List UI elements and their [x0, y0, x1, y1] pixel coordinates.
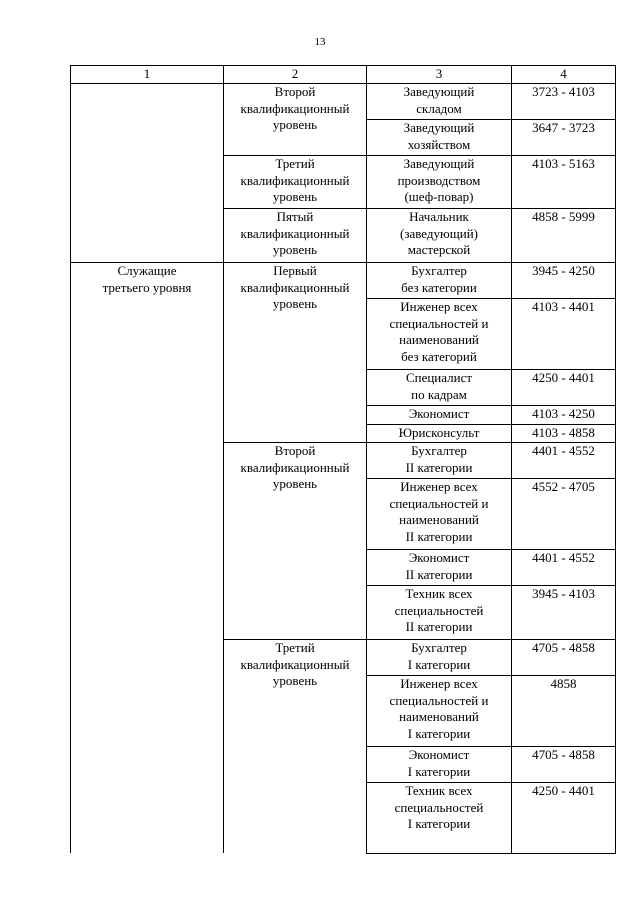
position-title-cell: Техник всех специальностей I категории: [367, 782, 512, 853]
salary-range-cell: 4103 - 5163: [512, 155, 616, 208]
salary-range-cell: 3723 - 4103: [512, 83, 616, 119]
position-title-cell: Техник всех специальностей II категории: [367, 585, 512, 639]
position-title-cell: Инженер всех специальностей и наименований II категории: [367, 478, 512, 549]
position-title-cell: Юрисконсульт: [367, 424, 512, 442]
salary-range-cell: 3945 - 4250: [512, 262, 616, 298]
position-title-cell: Бухгалтер II категории: [367, 442, 512, 478]
salary-range-cell: 4250 - 4401: [512, 782, 616, 853]
salary-table: [70, 65, 616, 854]
position-title-cell: Бухгалтер без категории: [367, 262, 512, 298]
salary-range-cell: 4705 - 4858: [512, 746, 616, 782]
column-number-row: [71, 66, 616, 84]
position-title-cell: Инженер всех специальностей и наименований без категорий: [367, 298, 512, 369]
qualification-level-cell: Первый квалификационный уровень: [224, 262, 367, 442]
position-title-cell: Экономист II категории: [367, 549, 512, 585]
qualification-level-cell: Пятый квалификационный уровень: [224, 208, 367, 262]
position-title-cell: Экономист I категории: [367, 746, 512, 782]
salary-range-cell: 4250 - 4401: [512, 369, 616, 405]
table-row: [71, 83, 616, 119]
salary-range-cell: 4103 - 4858: [512, 424, 616, 442]
salary-range-cell: 4858: [512, 675, 616, 746]
position-title-cell: Заведующий производством (шеф-повар): [367, 155, 512, 208]
qualification-level-cell: Второй квалификационный уровень: [224, 442, 367, 639]
position-title-cell: Заведующий хозяйством: [367, 119, 512, 155]
group-cell: Служащие третьего уровня: [71, 262, 224, 853]
qualification-level-cell: Третий квалификационный уровень: [224, 155, 367, 208]
salary-range-cell: 4103 - 4250: [512, 405, 616, 424]
salary-range-cell: 4103 - 4401: [512, 298, 616, 369]
salary-table-body: [71, 66, 616, 854]
group-cell-empty: [71, 83, 224, 262]
column-number-1: 1: [71, 66, 224, 84]
page-number: 13: [314, 36, 326, 48]
column-number-4: 4: [512, 66, 616, 84]
salary-range-cell: 3647 - 3723: [512, 119, 616, 155]
salary-range-cell: 4401 - 4552: [512, 549, 616, 585]
salary-range-cell: 4858 - 5999: [512, 208, 616, 262]
table-row: [71, 262, 616, 298]
salary-range-cell: 4705 - 4858: [512, 639, 616, 675]
position-title-cell: Бухгалтер I категории: [367, 639, 512, 675]
salary-range-cell: 4401 - 4552: [512, 442, 616, 478]
position-title-cell: Специалист по кадрам: [367, 369, 512, 405]
salary-range-cell: 4552 - 4705: [512, 478, 616, 549]
column-number-3: 3: [367, 66, 512, 84]
position-title-cell: Инженер всех специальностей и наименований I категории: [367, 675, 512, 746]
column-number-2: 2: [224, 66, 367, 84]
position-title-cell: Начальник (заведующий) мастерской: [367, 208, 512, 262]
position-title-cell: Заведующий складом: [367, 83, 512, 119]
qualification-level-cell: Третий квалификационный уровень: [224, 639, 367, 853]
qualification-level-cell: Второй квалификационный уровень: [224, 83, 367, 155]
position-title-cell: Экономист: [367, 405, 512, 424]
salary-range-cell: 3945 - 4103: [512, 585, 616, 639]
